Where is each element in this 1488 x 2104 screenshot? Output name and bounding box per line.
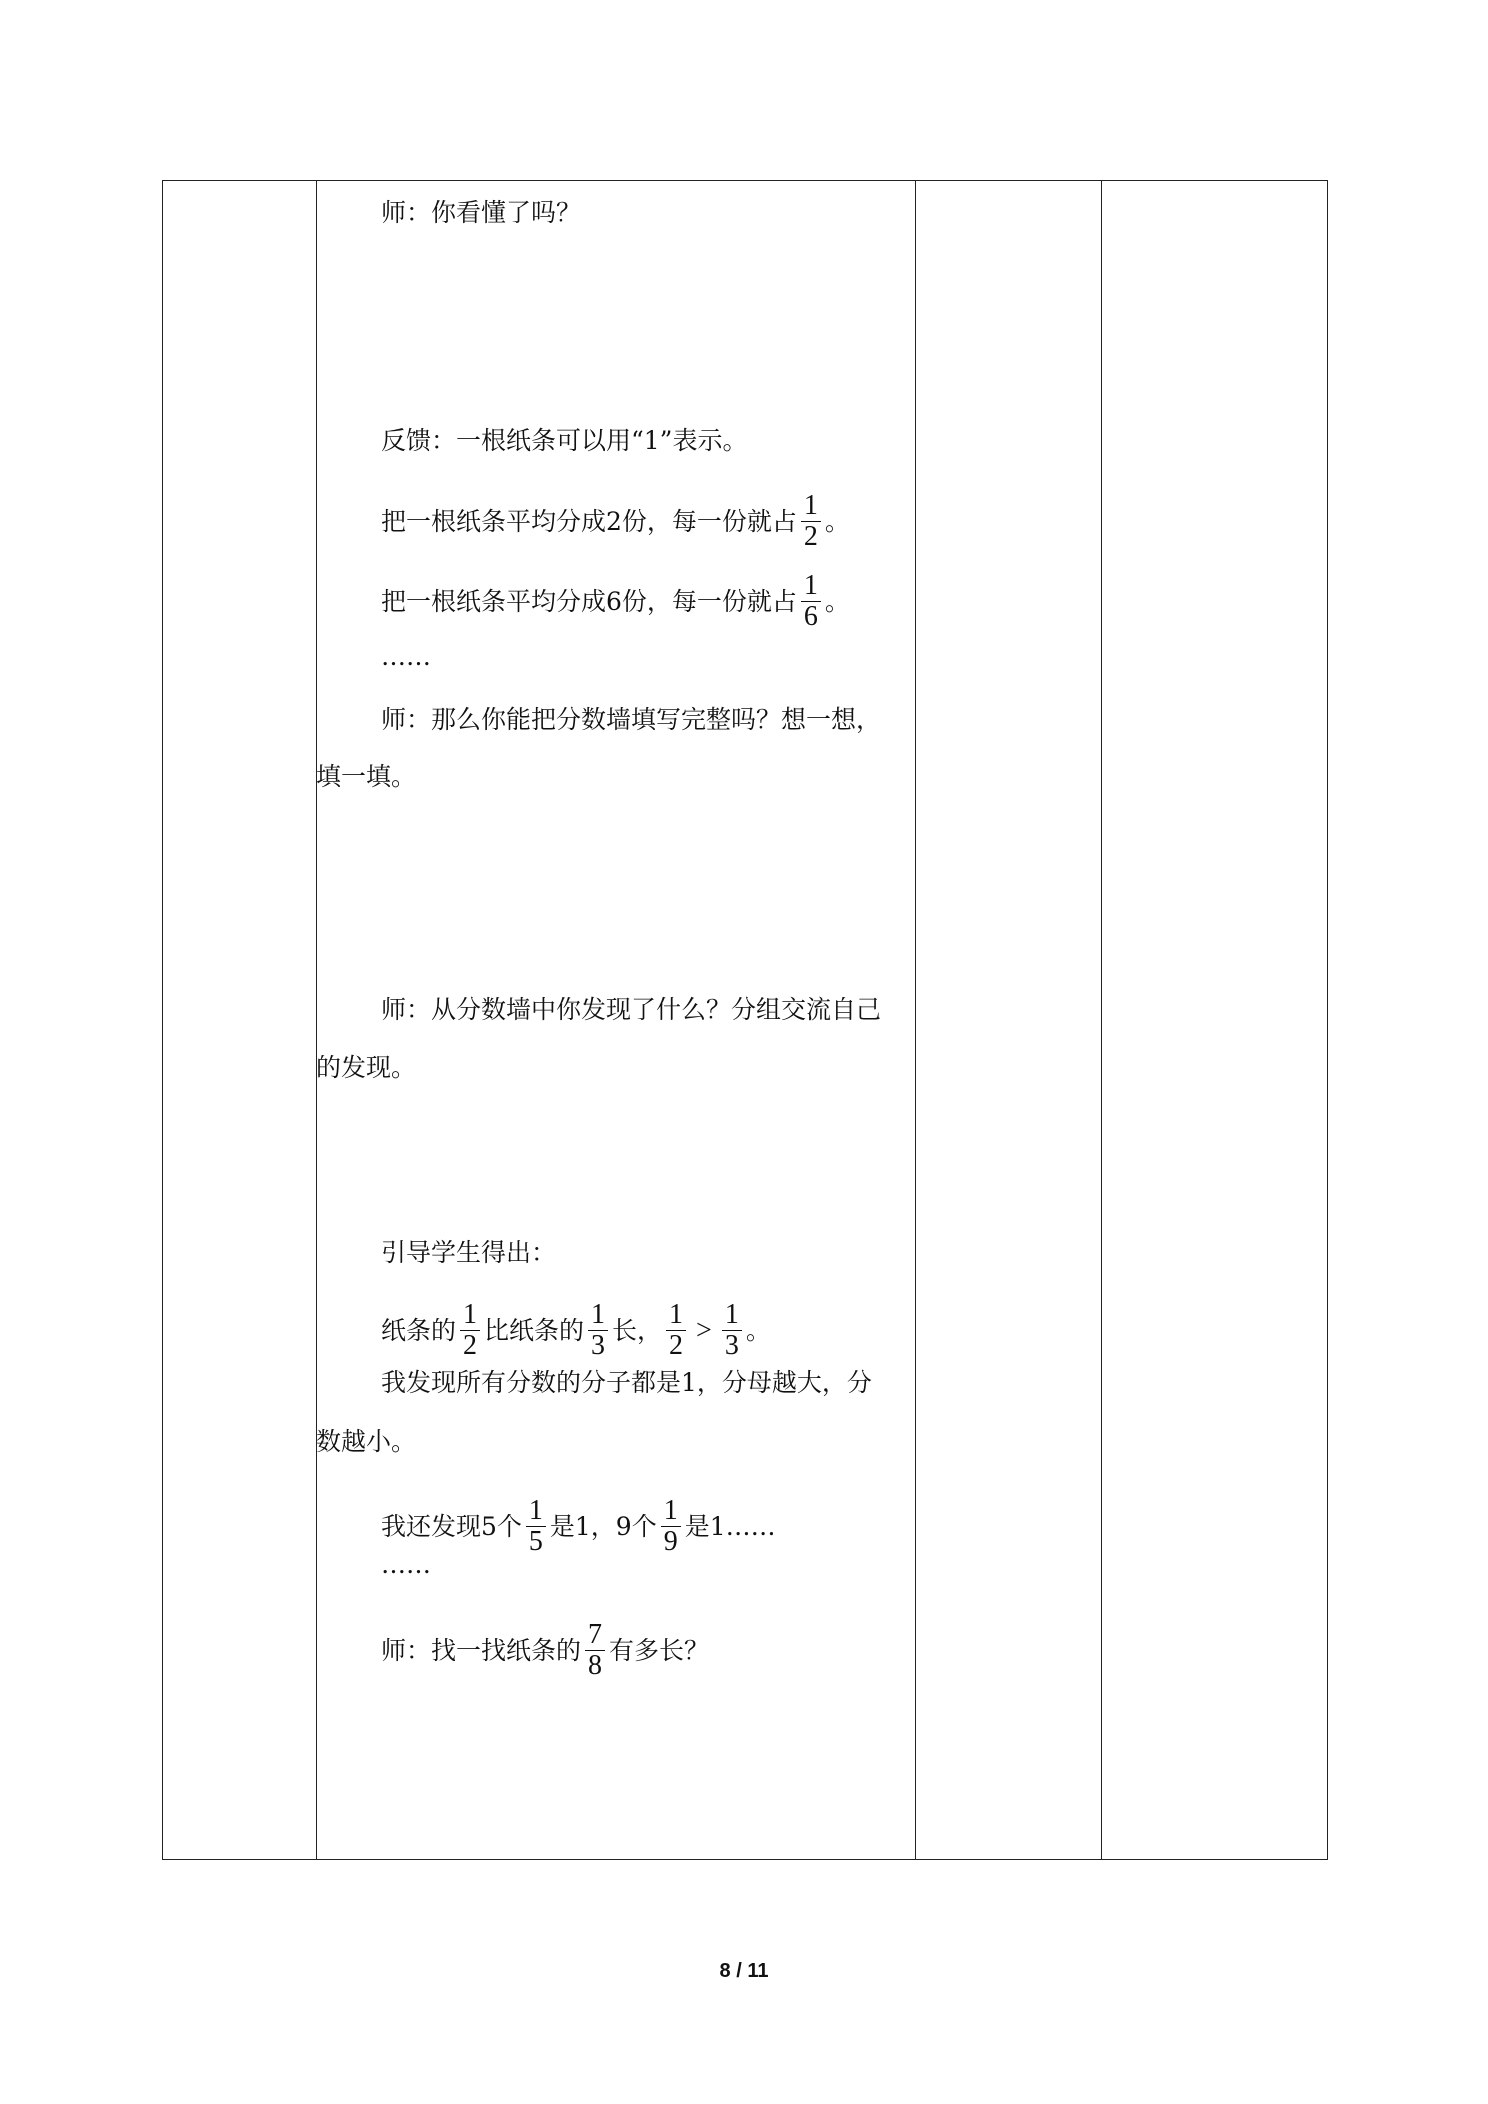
page-number: 8 / 11 xyxy=(719,1960,769,1982)
half-text: 把一根纸条平均分成2份，每一份就占 xyxy=(381,507,797,536)
teacher-question-4: 师：找一找纸条的 $\frac{7}{8}$ 有多长？ xyxy=(381,1619,710,1681)
fraction-1-9: $\frac{1}{9}$ xyxy=(661,1496,681,1557)
comparison-line: 纸条的 $\frac{1}{2}$ 比纸条的 $\frac{1}{3}$ 长， $\frac{1}{2}$ > $\frac{1}{3}$ 。 xyxy=(381,1299,771,1361)
teacher-question-2: 师：那么你能把分数墙填写完整吗？想一想， xyxy=(381,705,882,734)
teacher-question-2-cont: 填一填。 xyxy=(316,762,417,791)
ellipsis-1: …… xyxy=(381,642,431,671)
fraction-1-2: $\frac{1}{2}$ xyxy=(460,1300,480,1361)
fraction-1-3: $\frac{1}{3}$ xyxy=(588,1300,608,1361)
ellipsis-2: …… xyxy=(381,1550,431,1579)
teacher-question-3: 师：从分数墙中你发现了什么？分组交流自己 xyxy=(381,995,882,1024)
teacher-question-1: 师：你看懂了吗？ xyxy=(381,198,582,227)
fraction-1-3: $\frac{1}{3}$ xyxy=(722,1300,742,1361)
discovery-line-1-cont: 数越小。 xyxy=(316,1427,417,1456)
teacher-question-3-cont: 的发现。 xyxy=(316,1053,417,1082)
sixth-text: 把一根纸条平均分成6份，每一份就占 xyxy=(381,587,797,616)
feedback-line: 反馈：一根纸条可以用“1”表示。 xyxy=(381,426,748,455)
fraction-7-8: $\frac{7}{8}$ xyxy=(585,1620,605,1681)
fraction-1-5: $\frac{1}{5}$ xyxy=(526,1496,546,1557)
greater-than-sign: > xyxy=(696,1315,712,1346)
column-divider-2 xyxy=(915,181,916,1859)
discovery-line-2: 我还发现5个 $\frac{1}{5}$ 是1，9个 $\frac{1}{9}$ 是1…… xyxy=(381,1495,776,1557)
half-line: 把一根纸条平均分成2份，每一份就占 $\frac{1}{2}$ 。 xyxy=(381,490,850,552)
sixth-line: 把一根纸条平均分成6份，每一份就占 $\frac{1}{6}$ 。 xyxy=(381,570,850,632)
column-divider-3 xyxy=(1101,181,1102,1859)
discovery-line-1: 我发现所有分数的分子都是1，分母越大，分 xyxy=(381,1368,872,1397)
fraction-1-2: $\frac{1}{2}$ xyxy=(666,1300,686,1361)
guide-line: 引导学生得出： xyxy=(381,1238,557,1267)
fraction-1-6: $\frac{1}{6}$ xyxy=(801,571,821,632)
fraction-1-2: $\frac{1}{2}$ xyxy=(801,491,821,552)
column-divider-1 xyxy=(316,181,317,1859)
